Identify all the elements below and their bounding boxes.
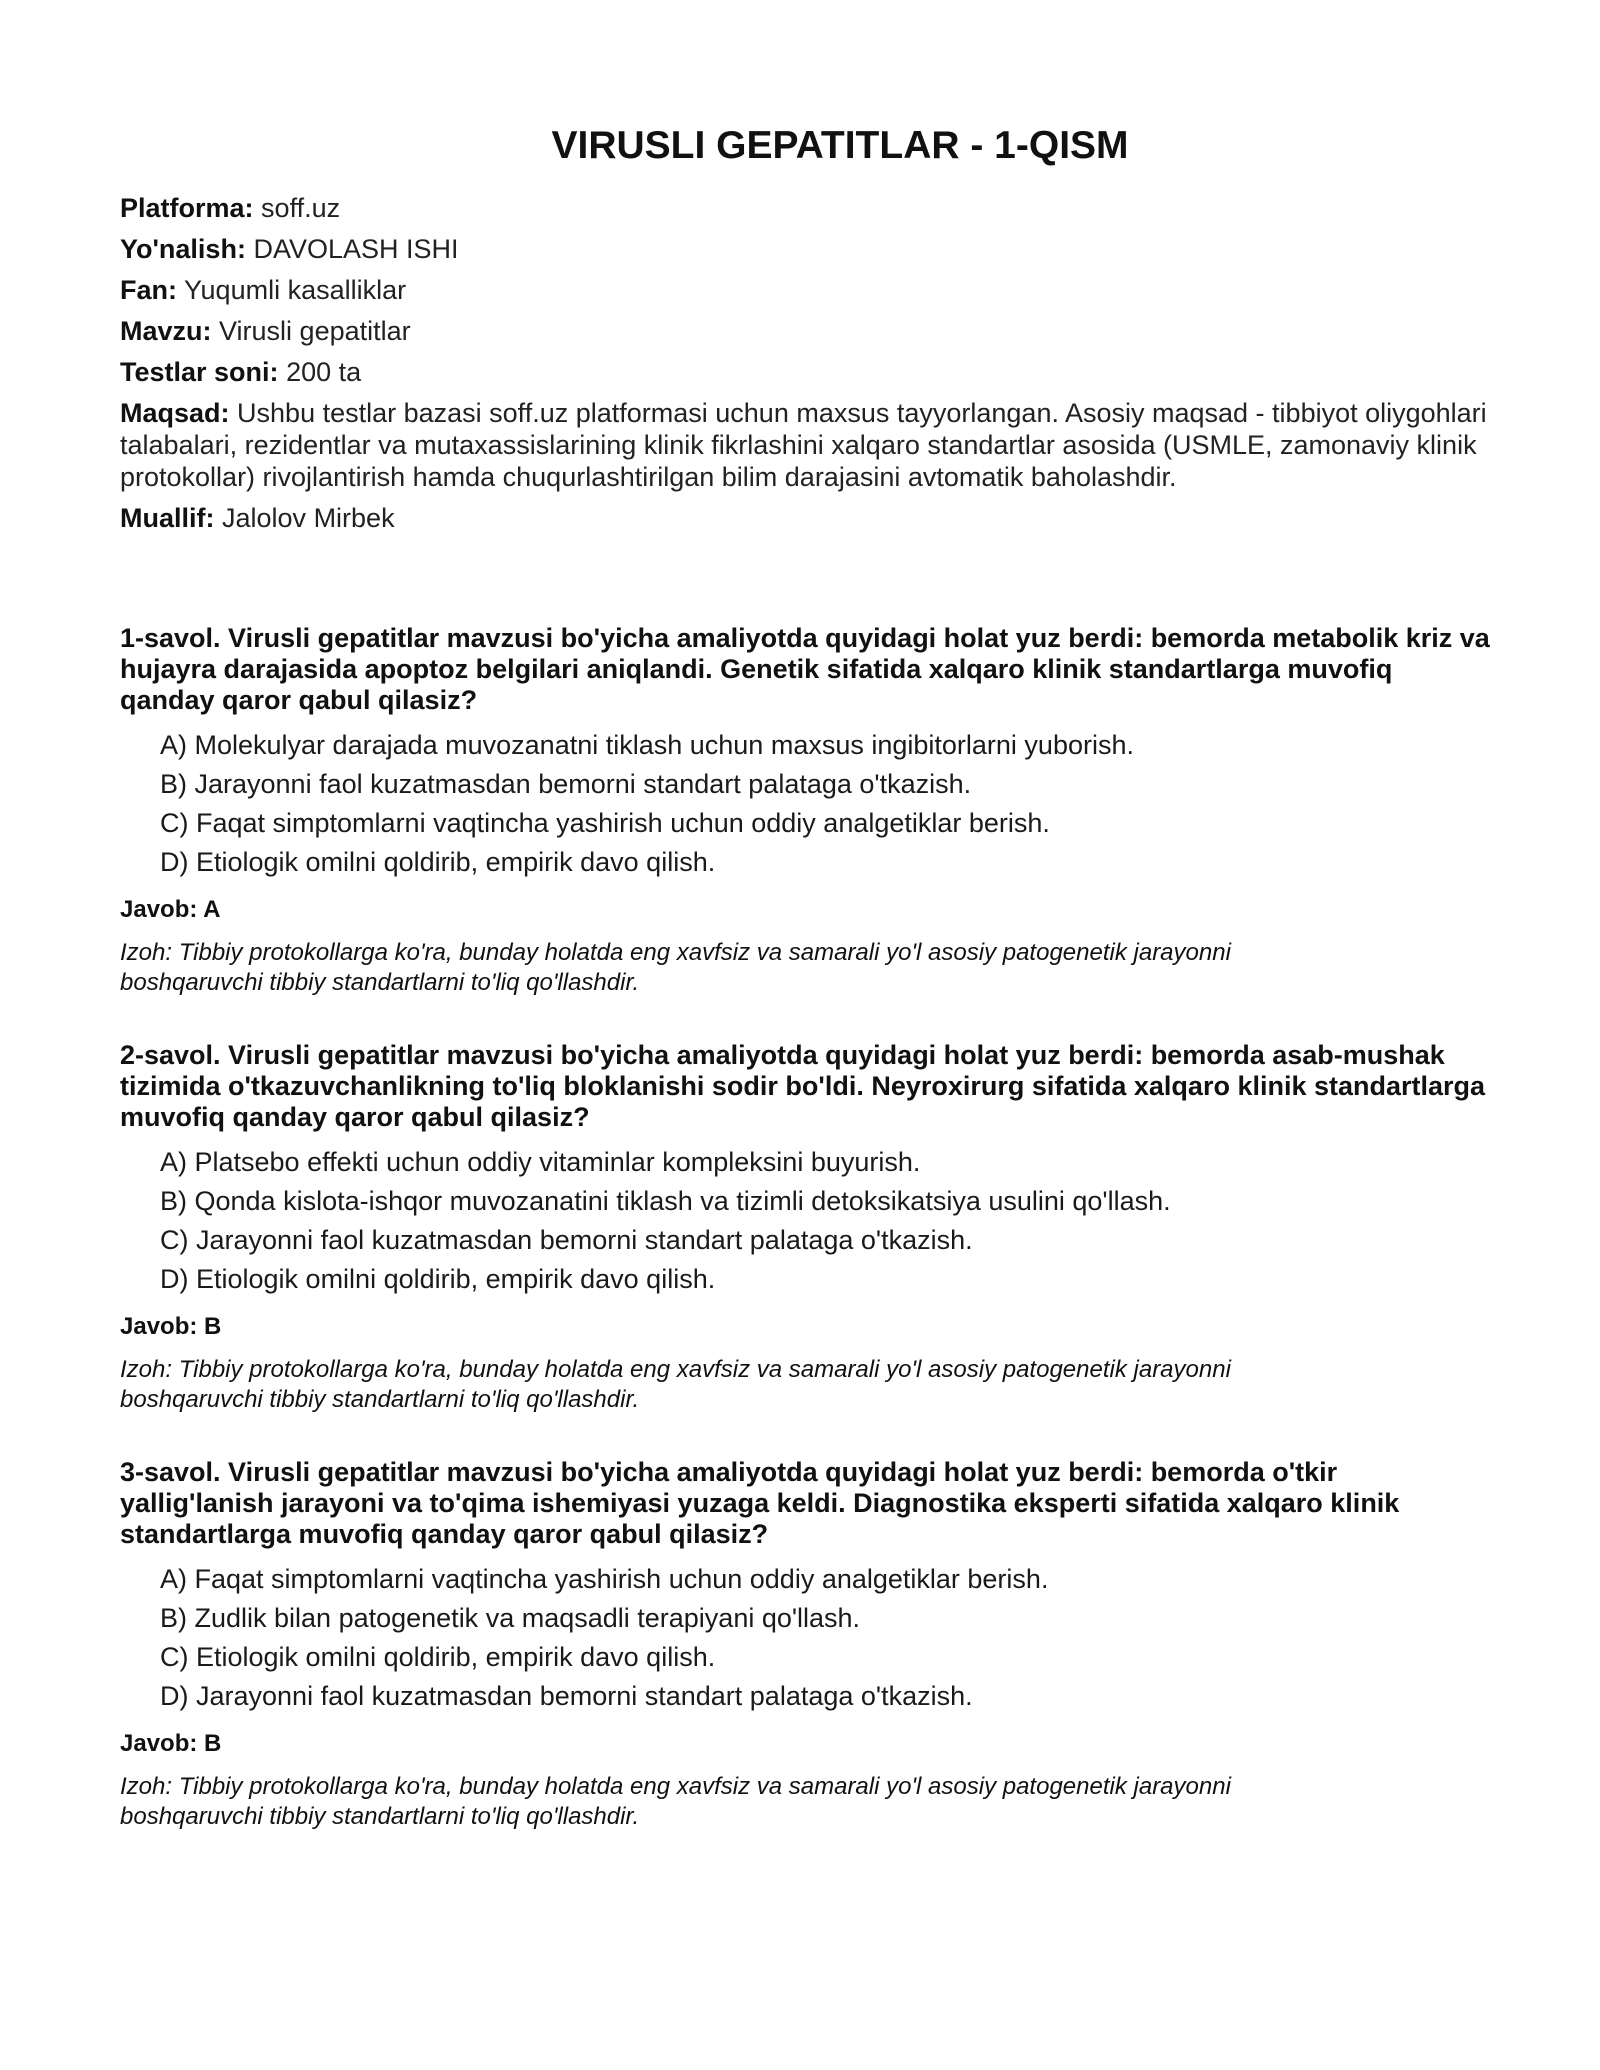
meta-value: 200 ta (286, 357, 362, 387)
document-title: VIRUSLI GEPATITLAR - 1-QISM (551, 124, 1129, 167)
answer-option-b: B) Zudlik bilan patogenetik va maqsadli terapiyani qo'llash. (160, 1603, 861, 1633)
question-text: 3-savol. Virusli gepatitlar mavzusi bo'yicha amaliyotda quyidagi holat yuz berdi: bemorda o'tkir yallig'lanish jarayoni va to'qima ishemiyasi yuzaga keldi. Diagnostika eksperti sifatida xalqaro klinik standartlarga muvofiq qanday qaror qabul qilasiz? (120, 1457, 1400, 1549)
answer-option-a: A) Molekulyar darajada muvozanatni tiklash uchun maxsus ingibitorlarni yuborish. (160, 730, 1134, 760)
meta-value: Jalolov Mirbek (222, 503, 395, 533)
meta-value: Virusli gepatitlar (219, 316, 411, 346)
meta-label: Testlar soni: (120, 357, 279, 387)
meta-value: Yuqumli kasalliklar (184, 275, 407, 305)
meta-testlar-soni (120, 356, 1490, 388)
explanation-note: Izoh: Tibbiy protokollarga ko'ra, bunday holatda eng xavfsiz va samarali yo'l asosiy patogenetik jarayonni boshqaruvchi tibbiy standartlarni to'liq qo'llashdir. (120, 1356, 1231, 1413)
meta-label: Fan: (120, 275, 177, 305)
correct-answer: Javob: B (120, 1730, 222, 1757)
meta-yonalish (120, 233, 1490, 265)
answer-option-d: D) Etiologik omilni qoldirib, empirik davo qilish. (160, 847, 716, 877)
question-2 (120, 1040, 1490, 1415)
answer-option-c: C) Etiologik omilni qoldirib, empirik davo qilish. (160, 1642, 716, 1672)
answer-option-c: C) Faqat simptomlarni vaqtincha yashirish uchun oddiy analgetiklar berish. (160, 808, 1050, 838)
answer-option-d: D) Jarayonni faol kuzatmasdan bemorni standart palataga o'tkazish. (160, 1681, 973, 1711)
correct-answer: Javob: B (120, 1313, 222, 1340)
question-text: 1-savol. Virusli gepatitlar mavzusi bo'yicha amaliyotda quyidagi holat yuz berdi: bemorda metabolik kriz va hujayra darajasida apoptoz belgilari aniqlandi. Genetik sifatida xalqaro klinik standartlarga muvofiq qanday qaror qabul qilasiz? (120, 623, 1490, 715)
section-spacer (120, 543, 1490, 623)
meta-value: DAVOLASH ISHI (253, 234, 459, 264)
meta-value: soff.uz (261, 193, 341, 223)
meta-label: Muallif: (120, 503, 215, 533)
answer-option-a: A) Faqat simptomlarni vaqtincha yashirish uchun oddiy analgetiklar berish. (160, 1564, 1049, 1594)
meta-block (120, 192, 1490, 534)
answer-option-d: D) Etiologik omilni qoldirib, empirik davo qilish. (160, 1264, 716, 1294)
meta-label: Yo'nalish: (120, 234, 246, 264)
answer-option-b: B) Jarayonni faol kuzatmasdan bemorni standart palataga o'tkazish. (160, 769, 972, 799)
answer-option-c: C) Jarayonni faol kuzatmasdan bemorni standart palataga o'tkazish. (160, 1225, 973, 1255)
answer-option-b: B) Qonda kislota-ishqor muvozanatini tiklash va tizimli detoksikatsiya usulini qo'llash. (160, 1186, 1171, 1216)
answer-option-a: A) Platsebo effekti uchun oddiy vitaminlar kompleksini buyurish. (160, 1147, 921, 1177)
meta-maqsad (120, 397, 1490, 493)
question-text: 2-savol. Virusli gepatitlar mavzusi bo'yicha amaliyotda quyidagi holat yuz berdi: bemorda asab-mushak tizimida o'tkazuvchanlikning to'liq bloklanishi sodir bo'ldi. Neyroxirurg sifatida xalqaro klinik standartlarga muvofiq qanday qaror qabul qilasiz? (120, 1040, 1486, 1132)
meta-platforma (120, 192, 1490, 224)
meta-label: Maqsad: (120, 398, 230, 428)
meta-label: Mavzu: (120, 316, 212, 346)
correct-answer: Javob: A (120, 896, 221, 923)
meta-label: Platforma: (120, 193, 254, 223)
question-1 (120, 623, 1490, 998)
explanation-note: Izoh: Tibbiy protokollarga ko'ra, bunday holatda eng xavfsiz va samarali yo'l asosiy patogenetik jarayonni boshqaruvchi tibbiy standartlarni to'liq qo'llashdir. (120, 1773, 1231, 1830)
meta-value: Ushbu testlar bazasi soff.uz platformasi uchun maxsus tayyorlangan. Asosiy maqsad - tibbiyot oliygohlari talabalari, rezidentlar va mutaxassislarining klinik fikrlashini xalqaro standartlar asosida (USMLE, zamonaviy klinik protokollar) rivojlantirish hamda chuqurlashtirilgan bilim darajasini avtomatik baholashdir. (120, 398, 1487, 492)
meta-fan (120, 274, 1490, 306)
question-3 (120, 1457, 1490, 1832)
meta-mavzu (120, 315, 1490, 347)
meta-muallif (120, 502, 1490, 534)
explanation-note: Izoh: Tibbiy protokollarga ko'ra, bunday holatda eng xavfsiz va samarali yo'l asosiy patogenetik jarayonni boshqaruvchi tibbiy standartlarni to'liq qo'llashdir. (120, 939, 1231, 996)
document-page (120, 118, 1490, 1874)
